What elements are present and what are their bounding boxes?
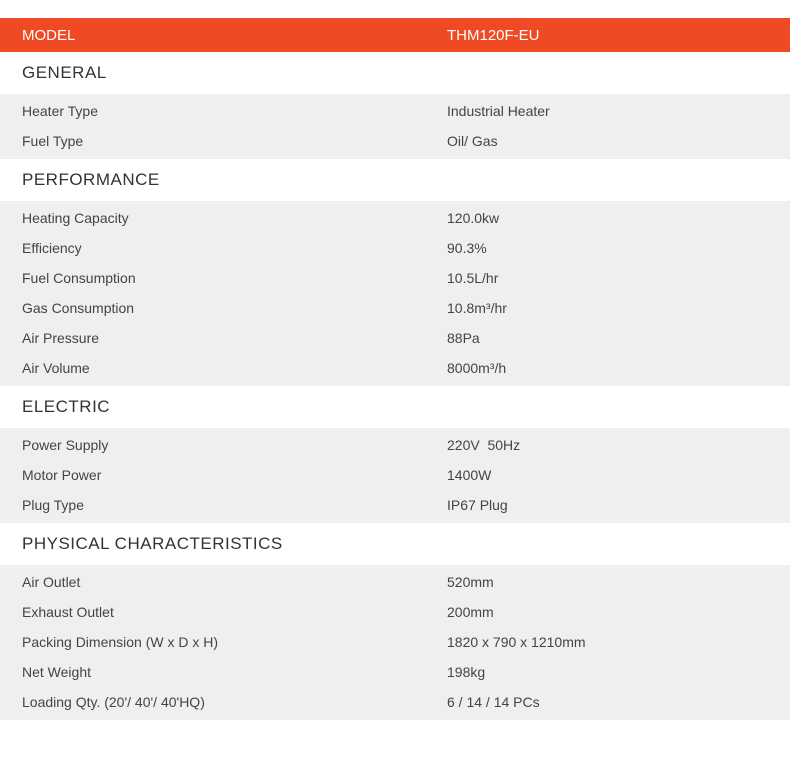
spec-row bbox=[0, 323, 790, 353]
spec-row bbox=[0, 96, 790, 126]
spec-label: Plug Type bbox=[22, 497, 85, 513]
section-physical bbox=[0, 565, 790, 720]
spec-value: Industrial Heater bbox=[447, 103, 550, 119]
section-electric bbox=[0, 428, 790, 523]
spec-row bbox=[0, 657, 790, 687]
spec-label: Air Pressure bbox=[22, 330, 100, 346]
spec-value: 10.5L/hr bbox=[447, 270, 499, 286]
section-title-physical: PHYSICAL CHARACTERISTICS bbox=[22, 534, 283, 553]
spec-row bbox=[0, 233, 790, 263]
spec-label: Fuel Consumption bbox=[22, 270, 136, 286]
section-title-electric: ELECTRIC bbox=[22, 397, 111, 416]
model-value: THM120F-EU bbox=[447, 26, 540, 44]
spec-value: IP67 Plug bbox=[447, 497, 508, 513]
spec-value: 520mm bbox=[447, 574, 494, 590]
spec-label: Gas Consumption bbox=[22, 300, 135, 316]
spec-label: Air Volume bbox=[22, 360, 90, 376]
spec-value: 1820 x 790 x 1210mm bbox=[447, 634, 586, 650]
spec-label: Exhaust Outlet bbox=[22, 604, 114, 620]
spec-row bbox=[0, 567, 790, 597]
spec-row bbox=[0, 490, 790, 520]
section-title-performance: PERFORMANCE bbox=[22, 170, 160, 189]
spec-row bbox=[0, 353, 790, 383]
spec-label: Loading Qty. (20'/ 40'/ 40'HQ) bbox=[22, 694, 205, 710]
spec-row bbox=[0, 293, 790, 323]
spec-row bbox=[0, 597, 790, 627]
spec-label: Heater Type bbox=[22, 103, 99, 119]
model-label: MODEL bbox=[22, 26, 76, 44]
spec-label: Air Outlet bbox=[22, 574, 81, 590]
spec-label: Fuel Type bbox=[22, 133, 84, 149]
spec-label: Power Supply bbox=[22, 437, 109, 453]
spec-value: Oil/ Gas bbox=[447, 133, 498, 149]
spec-label: Efficiency bbox=[22, 240, 82, 256]
model-header-bar bbox=[0, 18, 790, 52]
spec-value: 6 / 14 / 14 PCs bbox=[447, 694, 540, 710]
spec-value: 120.0kw bbox=[447, 210, 500, 226]
spec-row bbox=[0, 627, 790, 657]
spec-value: 8000m³/h bbox=[447, 360, 507, 376]
spec-row bbox=[0, 126, 790, 156]
spec-row bbox=[0, 430, 790, 460]
spec-table bbox=[0, 18, 790, 720]
spec-value: 198kg bbox=[447, 664, 486, 680]
spec-value: 200mm bbox=[447, 604, 494, 620]
spec-label: Motor Power bbox=[22, 467, 102, 483]
spec-label: Packing Dimension (W x D x H) bbox=[22, 634, 219, 650]
spec-row bbox=[0, 263, 790, 293]
spec-value: 90.3% bbox=[447, 240, 487, 256]
spec-row bbox=[0, 687, 790, 717]
spec-label: Heating Capacity bbox=[22, 210, 129, 226]
spec-value: 1400W bbox=[447, 467, 492, 483]
spec-row bbox=[0, 460, 790, 490]
section-performance bbox=[0, 201, 790, 386]
spec-value: 10.8m³/hr bbox=[447, 300, 507, 316]
section-general bbox=[0, 94, 790, 159]
spec-row bbox=[0, 203, 790, 233]
section-title-general: GENERAL bbox=[22, 63, 107, 82]
spec-value: 220V 50Hz bbox=[447, 437, 521, 453]
spec-value: 88Pa bbox=[447, 330, 480, 346]
spec-label: Net Weight bbox=[22, 664, 91, 680]
